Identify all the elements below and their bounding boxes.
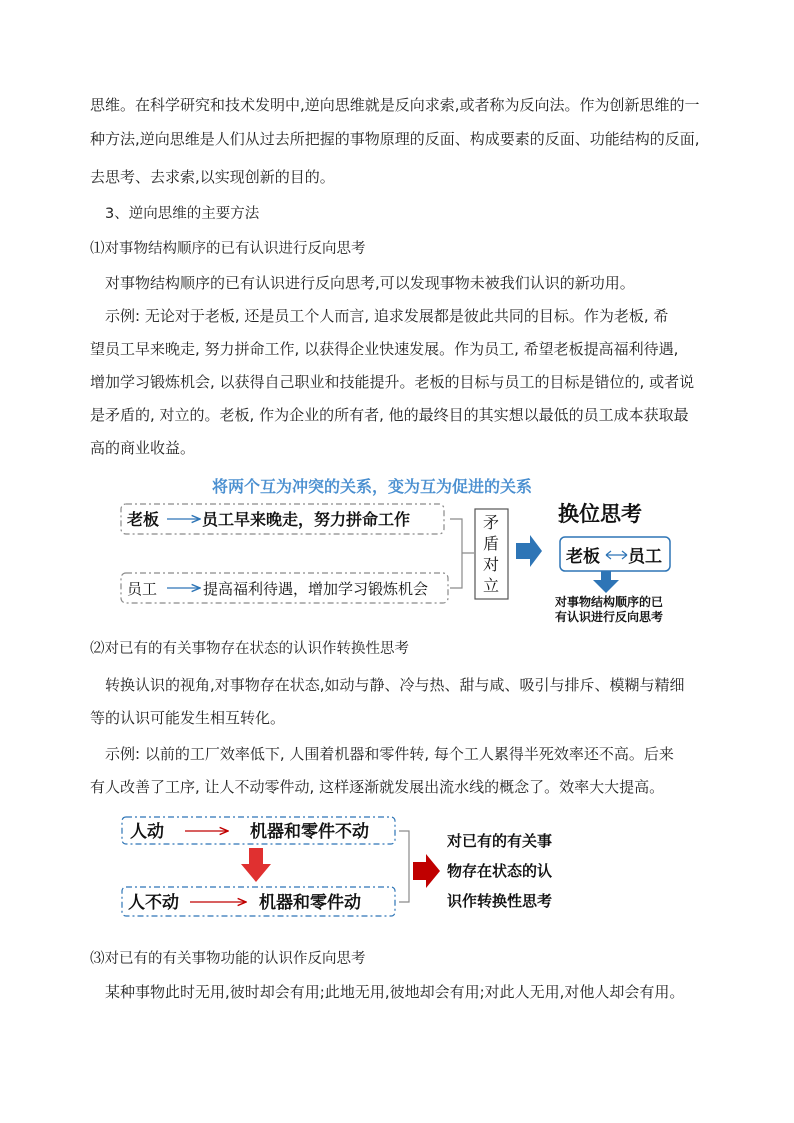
diagram2-result-line: 物存在状态的认 [447,862,553,880]
text-line: 示例: 无论对于老板, 还是员工个人而言, 追求发展都是彼此共同的目标。作为老板, 希 [105,307,669,325]
diagram1-middle-char: 对 [482,555,500,574]
double-arrow-icon [606,551,627,559]
text-line: 有人改善了工序, 让人不动零件动, 这样逐渐就发展出流水线的概念了。效率大大提高。 [90,778,665,796]
diagram1-box-bottom-left: 员工 [127,580,158,598]
big-arrow-right-icon [516,535,542,567]
subsection-body-1: 对事物结构顺序的已有认识进行反向思考,可以发现事物未被我们认识的新功用。 [105,274,635,292]
diagram1-swap-right: 员工 [628,547,662,567]
diagram1-swap-left: 老板 [566,547,600,567]
diagram2-bottom-left: 人不动 [128,893,179,913]
text-line: 望员工早来晚走, 努力拼命工作, 以获得企业快速发展。作为员工, 希望老板提高福利待遇, [90,340,679,358]
section-heading: 3、逆向思维的主要方法 [105,206,260,222]
diagram1-box-top-right: 员工早来晚走，努力拼命工作 [202,510,411,529]
text-line: 是矛盾的, 对立的。老板, 作为企业的所有者, 他的最终目的其实想以最低的员工成本获取最 [90,406,689,424]
big-arrow-right-icon [413,854,440,888]
text-line: 增加学习锻炼机会, 以获得自己职业和技能提升。老板的目标与员工的目标是错位的, 或者说 [90,373,695,391]
subsection-title-1: ⑴对事物结构顺序的已有认识进行反向思考 [90,241,366,257]
big-arrow-down-icon [593,571,619,593]
diagram2-bottom-right: 机器和零件动 [259,893,361,913]
diagram2-result-line: 对已有的有关事 [447,832,553,850]
big-arrow-down-icon [241,848,271,882]
text-line: 去思考、去求索,以实现创新的目的。 [90,168,335,186]
text-line: 种方法,逆向思维是人们从过去所把握的事物原理的反面、构成要素的反面、功能结构的反面, [90,130,700,148]
bracket-icon [450,519,474,588]
diagram1-middle-char: 矛 [482,513,500,532]
text-line: 示例: 以前的工厂效率低下, 人围着机器和零件转, 每个工人累得半死效率还不高。后来 [105,745,674,763]
subsection-title-3: ⑶对已有的有关事物功能的认识作反向思考 [90,951,366,967]
diagram1-right-title: 换位思考 [558,502,642,526]
diagram1-middle-char: 盾 [482,534,500,553]
diagram1-box-bottom-right: 提高福利待遇，增加学习锻炼机会 [203,580,429,598]
text-line: 思维。在科学研究和技术发明中,逆向思维就是反向求索,或者称为反向法。作为创新思维的一 [90,96,700,114]
bracket-icon [399,831,409,902]
diagram1-caption-line: 对事物结构顺序的已 [554,595,664,609]
diagram1-box-top-left: 老板 [127,510,160,529]
diagram2-top-right: 机器和零件不动 [250,822,369,842]
diagram-state-shift [122,817,552,916]
diagram1-caption-line: 有认识进行反向思考 [554,610,664,624]
diagram1-title: 将两个互为冲突的关系，变为互为促进的关系 [211,477,533,496]
diagram2-top-left: 人动 [130,822,164,842]
subsection-title-2: ⑵对已有的有关事物存在状态的认识作转换性思考 [90,641,409,657]
text-line: 转换认识的视角,对事物存在状态,如动与静、冷与热、甜与咸、吸引与排斥、模糊与精细 [105,676,685,694]
diagram1-middle-char: 立 [482,576,500,595]
subsection-body-3: 某种事物此时无用,彼时却会有用;此地无用,彼地却会有用;对此人无用,对他人却会有用。 [105,983,685,1001]
text-line: 高的商业收益。 [90,439,196,457]
diagram2-result-line: 识作转换性思考 [447,892,553,910]
text-line: 等的认识可能发生相互转化。 [90,709,286,727]
